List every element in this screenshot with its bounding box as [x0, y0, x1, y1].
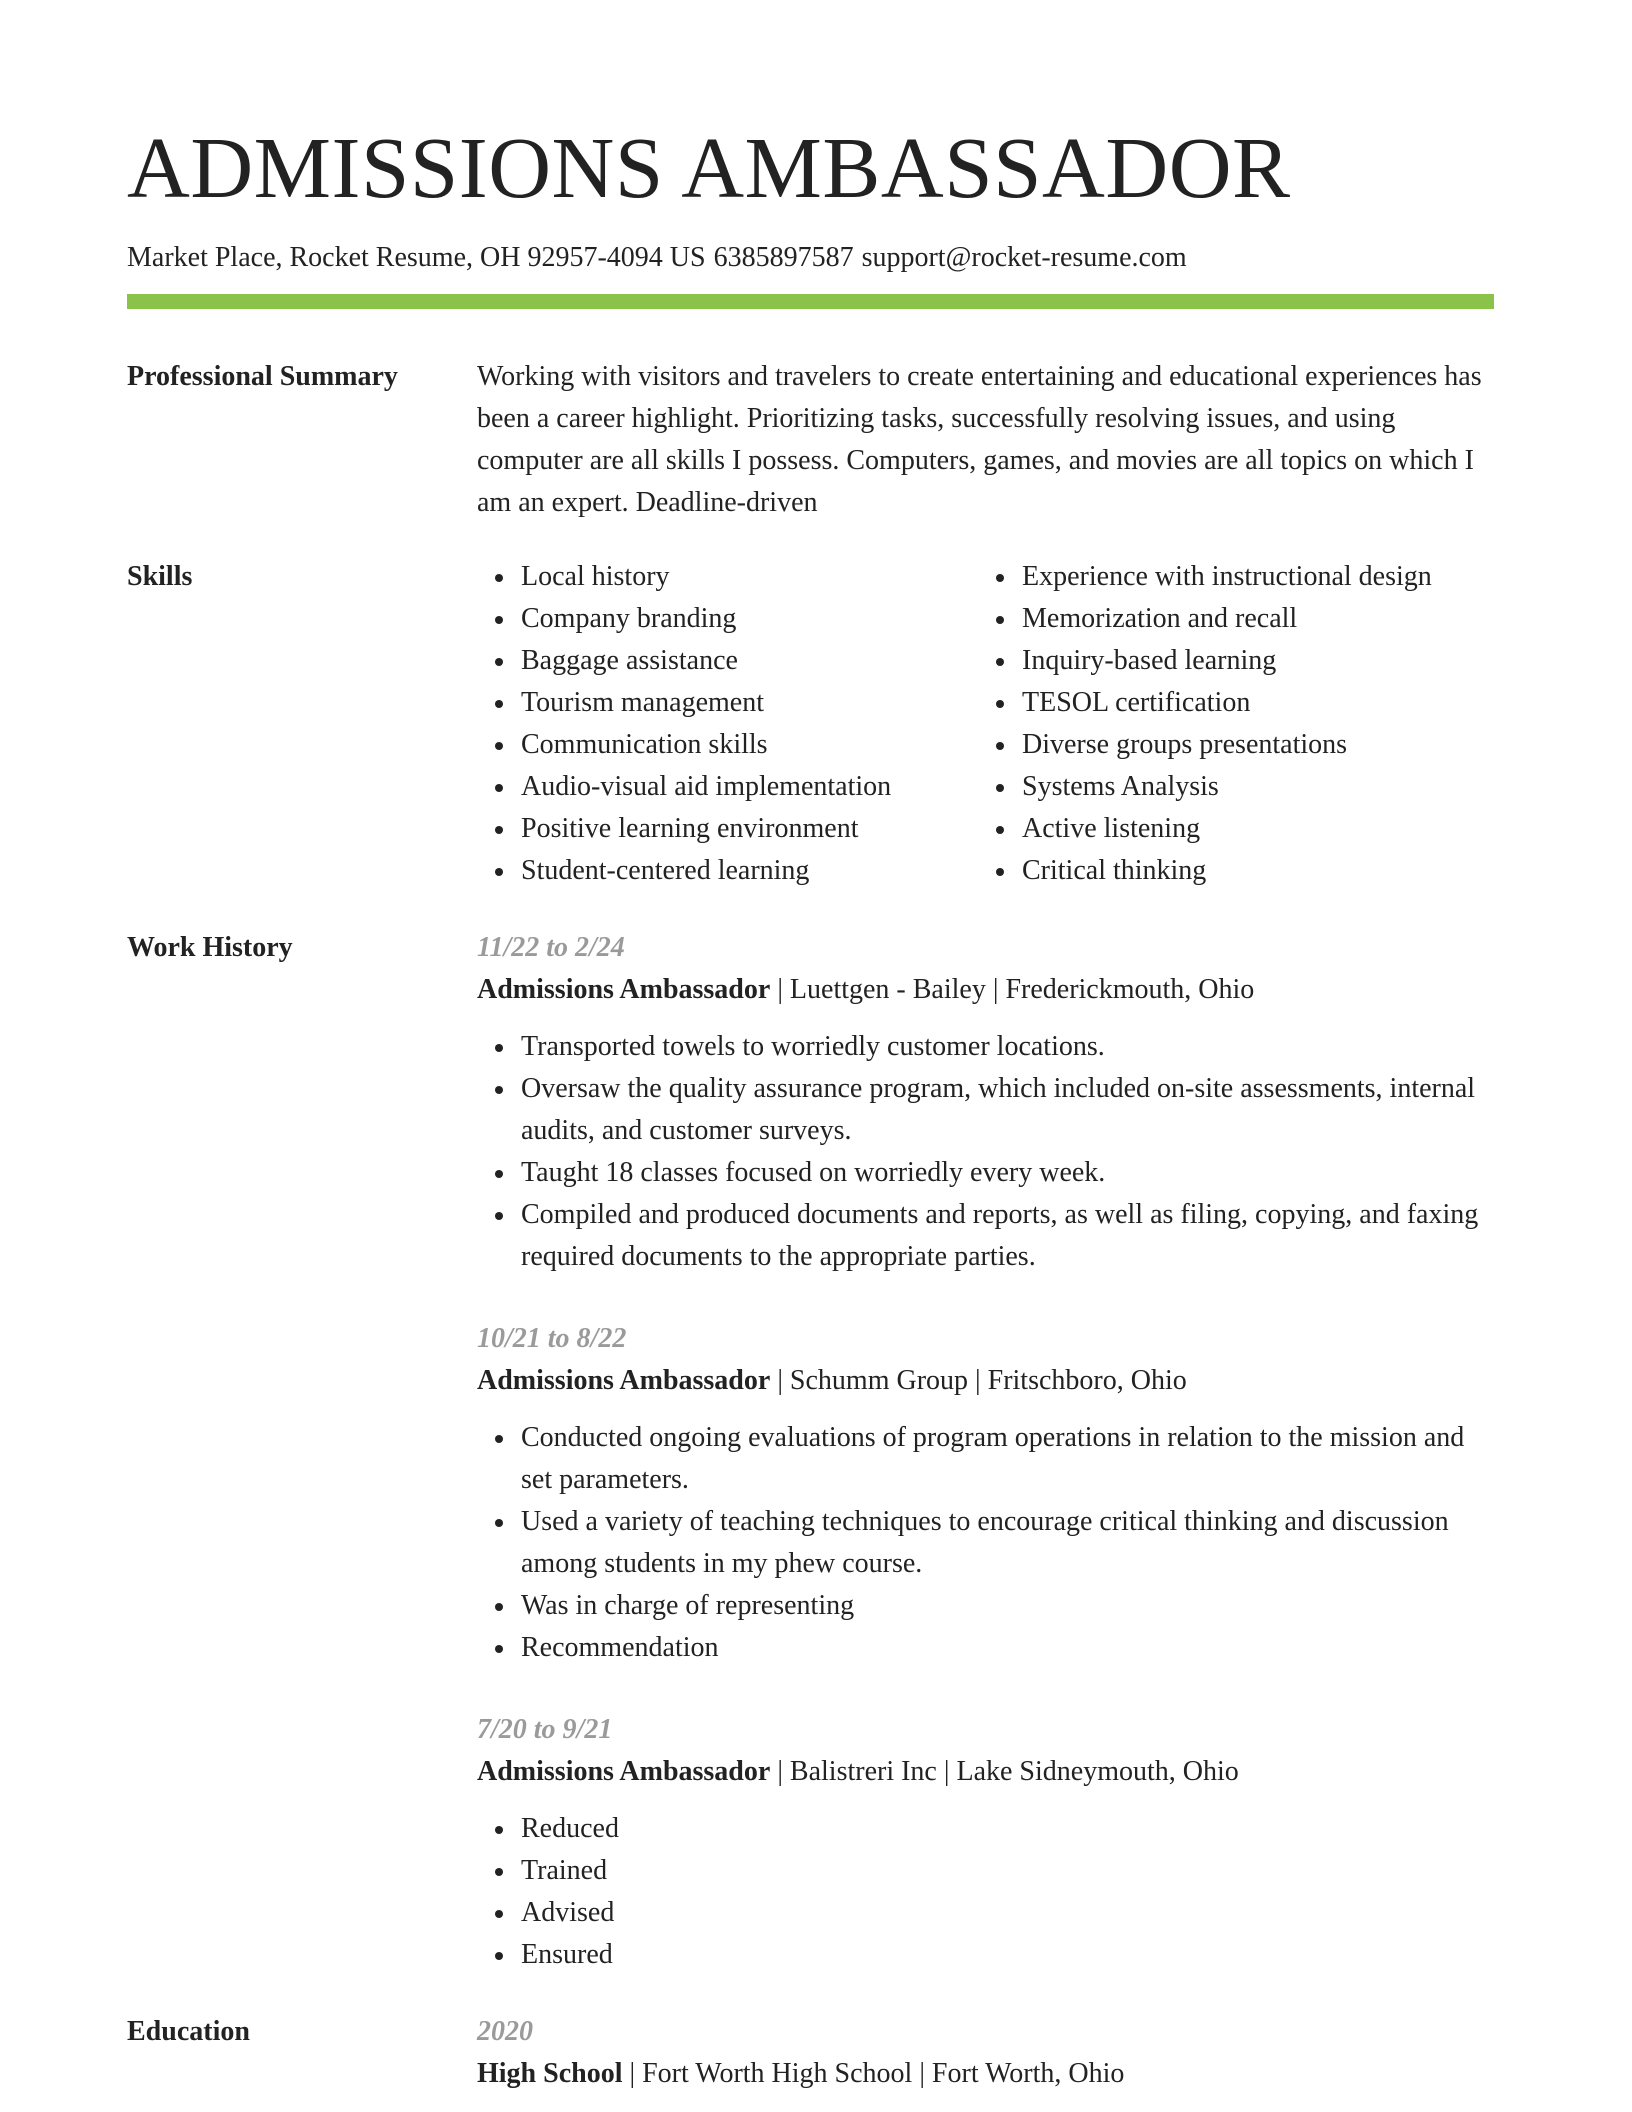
summary-text: Working with visitors and travelers to create entertaining and educational experiences has been a career highlight. Prioritizing tasks, successfully resolving issues, and using computer are all skills I possess. Computers, games, and movies are all topics on which I am an expert. Deadline-driven [477, 361, 1482, 518]
job-company-location: | Luettgen - Bailey | Frederickmouth, Ohio [770, 974, 1255, 1005]
education-body [477, 2011, 1494, 2095]
job-dates: 10/21 to 8/22 [477, 1323, 627, 1354]
job-bullet: Advised [521, 1892, 1494, 1934]
contact-address: Market Place, Rocket Resume, OH 92957-4094 US [127, 242, 706, 273]
job-bullet: Reduced [521, 1808, 1494, 1850]
education-section [127, 2011, 1494, 2095]
education-school-location: | Fort Worth High School | Fort Worth, Ohio [622, 2058, 1125, 2089]
skill-item: Inquiry-based learning [1022, 640, 1432, 682]
job-bullet: Ensured [521, 1934, 1494, 1976]
contact-line [127, 240, 1494, 276]
skills-list-left [477, 556, 978, 892]
skill-item: Critical thinking [1022, 850, 1432, 892]
job-dates: 11/22 to 2/24 [477, 932, 625, 963]
job-title-line [477, 1751, 1494, 1793]
section-title-work: Work History [127, 932, 293, 963]
skills-list-right [978, 556, 1432, 892]
skill-item: Active listening [1022, 808, 1432, 850]
education-year: 2020 [477, 2016, 533, 2047]
job-bullet: Transported towels to worriedly customer locations. [521, 1026, 1494, 1068]
section-title-summary: Professional Summary [127, 361, 398, 392]
job-company-location: | Schumm Group | Fritschboro, Ohio [770, 1365, 1187, 1396]
header-divider [127, 294, 1494, 309]
skill-item: Student-centered learning [521, 850, 978, 892]
job-title-line [477, 1360, 1494, 1402]
job-bullet: Used a variety of teaching techniques to encourage critical thinking and discussion among students in my phew course. [521, 1501, 1494, 1585]
education-degree: High School [477, 2058, 623, 2089]
job-entry [477, 927, 1494, 1278]
job-bullets [477, 1026, 1494, 1278]
job-bullet: Trained [521, 1850, 1494, 1892]
job-bullet: Taught 18 classes focused on worriedly every week. [521, 1152, 1494, 1194]
education-line [477, 2053, 1494, 2095]
job-role: Admissions Ambassador [477, 1365, 771, 1396]
job-bullet: Conducted ongoing evaluations of program operations in relation to the mission and set parameters. [521, 1417, 1494, 1501]
section-title-skills: Skills [127, 561, 193, 592]
job-title-line [477, 969, 1494, 1011]
job-dates: 7/20 to 9/21 [477, 1714, 613, 1745]
skill-item: Positive learning environment [521, 808, 978, 850]
resume-page [127, 118, 1494, 2095]
job-bullet: Oversaw the quality assurance program, which included on-site assessments, internal audits, and customer surveys. [521, 1068, 1494, 1152]
skill-item: Audio-visual aid implementation [521, 766, 978, 808]
skill-item: Baggage assistance [521, 640, 978, 682]
work-history-body [477, 927, 1494, 1976]
skill-item: Communication skills [521, 724, 978, 766]
skill-item: Company branding [521, 598, 978, 640]
contact-email: support@rocket-resume.com [861, 242, 1187, 273]
skill-item: Tourism management [521, 682, 978, 724]
skills-section [127, 556, 1494, 892]
summary-section [127, 356, 1494, 524]
job-role: Admissions Ambassador [477, 974, 771, 1005]
job-entry [477, 1709, 1494, 1976]
job-company-location: | Balistreri Inc | Lake Sidneymouth, Ohio [770, 1756, 1239, 1787]
skills-body [477, 556, 1494, 892]
skills-columns [477, 556, 1494, 892]
work-history-section [127, 927, 1494, 1976]
skill-item: Experience with instructional design [1022, 556, 1432, 598]
section-title-education: Education [127, 2016, 250, 2047]
skill-item: Systems Analysis [1022, 766, 1432, 808]
job-role: Admissions Ambassador [477, 1756, 771, 1787]
job-bullets [477, 1417, 1494, 1669]
candidate-name: ADMISSIONS AMBASSADOR [127, 119, 1291, 216]
skill-item: Memorization and recall [1022, 598, 1432, 640]
skill-item: Local history [521, 556, 978, 598]
job-bullet: Compiled and produced documents and reports, as well as filing, copying, and faxing required documents to the appropriate parties. [521, 1194, 1494, 1278]
contact-phone: 6385897587 [713, 242, 854, 273]
job-bullet: Recommendation [521, 1627, 1494, 1669]
job-bullets [477, 1808, 1494, 1976]
job-entry [477, 1318, 1494, 1669]
skill-item: Diverse groups presentations [1022, 724, 1432, 766]
job-bullet: Was in charge of representing [521, 1585, 1494, 1627]
skill-item: TESOL certification [1022, 682, 1432, 724]
